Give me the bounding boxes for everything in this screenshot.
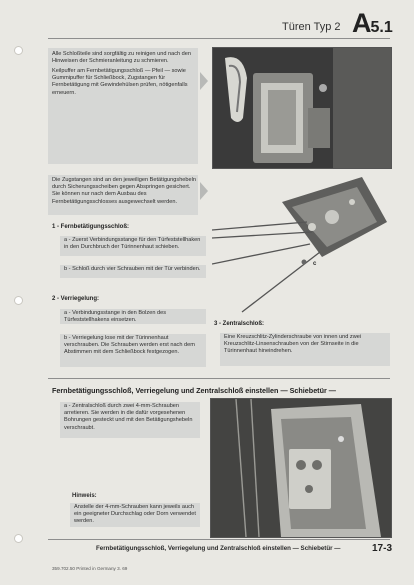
punch-hole [14, 534, 23, 543]
locking-step-a: a - Verbindungsstange in den Bolzen des Türfeststellhakens einsetzen. [64, 310, 167, 324]
door-lock-illustration [213, 48, 391, 168]
lock-mechanism-illustration [212, 172, 390, 320]
print-info: 359.702.50 Printed in Germany 3. 69 [52, 566, 128, 571]
header-rule [48, 38, 390, 39]
heading-adjust: Fernbetätigungsschloß, Verriegelung und Zentralschloß einstellen — Schiebetür — [52, 386, 336, 395]
adjust-step-a: a - Zentralschloß durch zwei 4-mm-Schrauben arretieren. Sie werden in die dafür vorgesehenen Bohrungen gesteckt und mit den Betätigungshebeln verschraubt. [64, 403, 193, 431]
header-title: Türen Typ 2 [282, 21, 341, 33]
intro-paragraph-1: Alle Schloßteile sind sorgfältig zu reinigen und nach den Hinweisen der Schmieranleitung zu schmieren. [52, 51, 191, 65]
section-code-main: A [352, 8, 371, 38]
central-lock-illustration [211, 399, 391, 537]
central-lock-text: Eine Kreuzschlitz-Zylinderschraube von innen und zwei Kreuzschlitz-Linsenschrauben von der Stirnseite in die Türinnenhaut hineindrehen. [224, 334, 362, 355]
remote-lock-step-b: b - Schloß durch vier Schrauben mit der Tür verbinden. [64, 266, 201, 272]
photo-label-c: c [313, 261, 317, 267]
note-title: Hinweis: [72, 493, 97, 499]
remote-lock-step-a: a - Zuerst Verbindungsstange für den Türfeststellhaken in den Durchbruch der Türinnenhaut schieben. [64, 237, 201, 251]
section-code-sub: 5.1 [370, 19, 393, 36]
footer-title: Fernbetätigungsschloß, Verriegelung und Zentralschloß einstellen — Schiebetür — [96, 545, 341, 552]
photo-door-handle-lock [212, 47, 392, 169]
heading-locking: 2 - Verriegelung: [52, 296, 100, 302]
pointer-arrow [200, 72, 208, 90]
photo-central-lock [210, 398, 392, 538]
intro-paragraph-2: Keilpuffer am Fernbetätigungsschloß — Pfeil — sowie Gummipuffer für Schließbock, Zugstangen für Fernbetätigung mit Gewindehülsen prüfen, nötigenfalls erneuern. [52, 68, 188, 96]
heading-central-lock: 3 - Zentralschloß: [214, 321, 265, 327]
locking-step-b: b - Verriegelung lose mit der Türinnenhaut verschrauben. Die Schrauben werden erst nach dem Abstimmen mit dem Schließbock festgezogen. [64, 335, 195, 356]
section-rule [48, 378, 390, 379]
page-number: 17-3 [372, 543, 393, 554]
punch-hole [14, 296, 23, 305]
section-code [352, 8, 393, 39]
middle-paragraph: Die Zugstangen sind an den jeweiligen Betätigungshebeln durch Sicherungsscheiben gegen Abspringen gesichert. Sie können nur nach dem Ausbau des Fernbetätigungsschlosses ausgewechselt werden. [52, 177, 196, 205]
footer-rule [48, 539, 390, 540]
pointer-arrow [200, 182, 208, 200]
heading-remote-lock: 1 - Fernbetätigungsschloß: [52, 224, 130, 230]
photo-lock-mechanism [212, 172, 390, 320]
punch-hole [14, 46, 23, 55]
note-text: Anstelle der 4-mm-Schrauben kann jeweils auch ein geeigneter Durchschlag oder Dorn verwendet werden. [74, 504, 196, 525]
